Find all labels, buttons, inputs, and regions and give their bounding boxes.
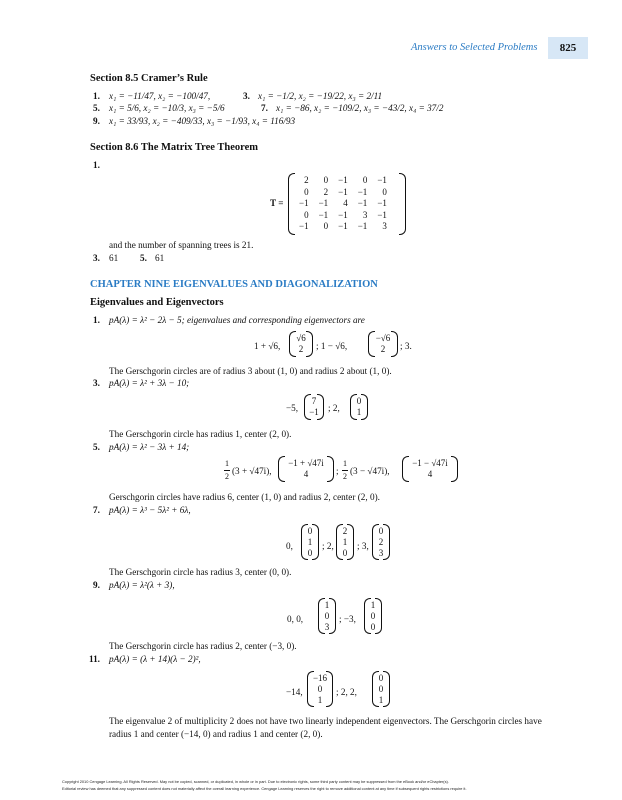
matrix-cell: 4 — [343, 198, 348, 208]
matrix-cell: 0 — [382, 186, 387, 197]
item-num: 7. — [93, 505, 100, 515]
eigenvalue: ; 2, — [328, 403, 340, 413]
copyright-notice: Copyright 2010 Cengage Learning. All Rights Reserved. May not be copied, scanned, or duplicated, in whole or in part. Due to electronic rights, some third party content may be suppressed from the eBook and/or eChapter(s). — [62, 779, 449, 784]
concluding-text: radius 1 and center (−14, 0) and radius 1 and center (2, 0). — [109, 729, 323, 739]
vec-entry: 0 — [324, 611, 330, 621]
item-num: 3. — [243, 91, 250, 101]
eigenvalue: ; 3, — [357, 541, 369, 551]
item-num: 1. — [93, 91, 100, 101]
vec-entry: 4 — [427, 469, 433, 479]
matrix-cell: −1 — [377, 198, 387, 208]
vec-entry: 0 — [378, 673, 384, 683]
item-num: 1. — [93, 160, 100, 170]
eigenvalue: 0, 0, — [287, 614, 304, 624]
eigenvalue: (3 + √47i), — [232, 466, 272, 476]
matrix-cell: −1 — [338, 175, 348, 185]
fraction-num: 1 — [225, 459, 229, 468]
eigenvector — [368, 331, 398, 357]
matrix-cell: −1 — [338, 186, 348, 197]
concluding-text: The eigenvalue 2 of multiplicity 2 does not have two linearly independent eigenvectors. The Gerschgorin circles have — [109, 716, 542, 726]
gerschgorin-text: The Gerschgorin circle has radius 3, center (0, 0). — [109, 567, 292, 577]
answer-text: x₁ = −1/2, x₂ = −19/22, x₃ = 2/11 — [258, 91, 383, 101]
matrix-cell: −1 — [338, 221, 348, 231]
vec-entry: 0 — [378, 526, 384, 536]
answer-text: x₁ = −11/47, x₂ = −100/47, — [109, 91, 211, 101]
matrix-cell: 0 — [323, 175, 329, 185]
vec-entry: 4 — [303, 469, 309, 479]
vec-entry: 0 — [370, 611, 376, 621]
matrix-cell: −1 — [318, 209, 329, 220]
vec-entry: 0 — [317, 684, 323, 694]
gerschgorin-text: The Gerschgorin circle has radius 1, center (2, 0). — [109, 429, 292, 439]
matrix-cell: 0 — [304, 209, 309, 220]
vec-entry: 2 — [342, 526, 348, 536]
gerschgorin-text: Gerschgorin circles have radius 6, center (1, 0) and radius 2, center (2, 0). — [109, 492, 380, 502]
item-num: 5. — [93, 103, 100, 113]
answer-text: pA(λ) = λ² − 2λ − 5; eigenvalues and corresponding eigenvectors are — [109, 315, 365, 325]
vec-entry: 1 — [356, 407, 362, 417]
eigenvector — [350, 394, 368, 420]
editorial-notice: Editorial review has deemed that any suppressed content does not materially affect the overall learning experience. Cengage Learning reserves the right to remove additional content at any time if subsequent rights restrictions require it. — [62, 786, 467, 791]
eigenvector — [364, 598, 382, 634]
eigenvalue: ; 2, 2, — [336, 687, 357, 697]
matrix-cell: −1 — [357, 221, 368, 231]
answer-text: 61 — [155, 253, 165, 263]
item-num: 9. — [93, 580, 100, 590]
vec-entry: 2 — [380, 344, 386, 354]
spanning-trees-text: and the number of spanning trees is 21. — [109, 240, 254, 250]
running-title: Answers to Selected Problems — [411, 42, 538, 53]
eigenvector — [372, 524, 390, 560]
answer-text: pA(λ) = λ² + 3λ − 10; — [109, 378, 190, 388]
eigenvalue: 1 + √6, — [254, 341, 281, 351]
page-number: 825 — [548, 37, 588, 59]
item-num: 11. — [89, 654, 100, 664]
eigenvector — [278, 456, 334, 482]
eigenvector — [301, 524, 319, 560]
vec-entry: 0 — [356, 396, 362, 406]
separator: ; — [336, 466, 339, 476]
vec-entry: −1 + √47i — [288, 458, 324, 468]
item-num: 7. — [261, 103, 268, 113]
item-num: 9. — [93, 116, 100, 126]
answer-text: pA(λ) = (λ + 14)(λ − 2)², — [109, 654, 201, 664]
eigenvalue: (3 − √47i), — [350, 466, 390, 476]
matrix-row — [294, 198, 392, 210]
vec-entry: 1 — [370, 600, 376, 610]
chapter-title: CHAPTER NINE EIGENVALUES AND DIAGONALIZATION — [90, 279, 378, 290]
vec-entry: √6 — [296, 333, 306, 343]
vec-entry: 2 — [298, 344, 304, 354]
eigenvector — [336, 524, 354, 560]
matrix-cell: 0 — [304, 186, 309, 197]
section-title: Eigenvalues and Eigenvectors — [90, 297, 224, 308]
section-8-6-title: Section 8.6 The Matrix Tree Theorem — [90, 142, 258, 153]
answer-text: 61 — [109, 253, 119, 263]
vec-entry: 3 — [324, 622, 330, 632]
eigenvalue: 0, — [286, 541, 293, 551]
eigenvalue: ; −3, — [339, 614, 356, 624]
gerschgorin-text: The Gerschgorin circles are of radius 3 about (1, 0) and radius 2 about (1, 0). — [109, 366, 392, 376]
matrix-cell: −1 — [299, 198, 309, 208]
item-num: 5. — [93, 442, 100, 452]
eigenvalue: ; 1 − √6, — [316, 341, 348, 351]
matrix-cell: −1 — [377, 209, 387, 220]
matrix-cell: −1 — [338, 209, 348, 220]
vec-entry: 3 — [378, 548, 384, 558]
item-num: 5. — [140, 253, 147, 263]
matrix-cell: 3 — [382, 221, 387, 231]
vec-entry: 2 — [378, 537, 384, 547]
matrix-row — [294, 221, 392, 233]
answer-text: x₁ = 33/93, x₂ = −409/33, x₃ = −1/93, x₄ = 116/93 — [109, 116, 296, 126]
eigenvalue: −14, — [286, 687, 303, 697]
vec-entry: 0 — [342, 548, 348, 558]
fraction-den: 2 — [225, 472, 229, 481]
eigenvector — [372, 671, 390, 707]
matrix-cell: 2 — [304, 175, 309, 185]
answer-text: pA(λ) = λ³ − 5λ² + 6λ, — [109, 505, 191, 515]
eigenvector — [318, 598, 336, 634]
vec-entry: 0 — [307, 526, 313, 536]
matrix-row — [294, 187, 392, 199]
fraction-bar — [224, 470, 230, 471]
eigenvalue: −5, — [286, 403, 299, 413]
matrix-row — [294, 210, 392, 222]
vec-entry: 0 — [307, 548, 313, 558]
matrix-cell: −1 — [377, 175, 387, 185]
matrix-cell: −1 — [299, 221, 309, 231]
matrix-cell: −1 — [357, 186, 368, 197]
matrix-cell: 2 — [323, 186, 329, 197]
answer-text: pA(λ) = λ² − 3λ + 14; — [109, 442, 190, 452]
matrix-row — [294, 175, 392, 187]
vec-entry: 1 — [307, 537, 313, 547]
section-8-5-title: Section 8.5 Cramer’s Rule — [90, 73, 208, 84]
vec-entry: 0 — [378, 684, 384, 694]
matrix-cell: −1 — [318, 198, 329, 208]
matrix-cell: −1 — [357, 198, 368, 208]
item-num: 3. — [93, 253, 100, 263]
gerschgorin-text: The Gerschgorin circle has radius 2, center (−3, 0). — [109, 641, 297, 651]
vec-entry: 7 — [311, 396, 317, 406]
eigenvector — [289, 331, 313, 357]
fraction-num: 1 — [343, 459, 347, 468]
eigenvector — [307, 671, 333, 707]
matrix-cell: 0 — [323, 221, 329, 231]
matrix-cell: 3 — [362, 209, 368, 220]
answer-text: pA(λ) = λ²(λ + 3), — [109, 580, 175, 590]
vec-entry: 0 — [370, 622, 376, 632]
vec-entry: 1 — [378, 695, 384, 705]
eigenvalue: ; 3. — [400, 341, 412, 351]
vec-entry: −1 — [309, 407, 319, 417]
vec-entry: 1 — [342, 537, 348, 547]
vec-entry: 1 — [324, 600, 330, 610]
matrix-cell: 0 — [362, 175, 368, 185]
fraction-den: 2 — [343, 472, 347, 481]
vec-entry: −1 − √47i — [412, 458, 448, 468]
eigenvalue: ; 2, — [322, 541, 334, 551]
vec-entry: 1 — [317, 695, 323, 705]
eigenvector — [304, 394, 324, 420]
item-num: 3. — [93, 378, 100, 388]
answer-text: x₁ = 5/6, x₂ = −10/3, x₃ = −5/6 — [109, 103, 225, 113]
eigenvector — [402, 456, 458, 482]
vec-entry: −16 — [312, 673, 328, 683]
vec-entry: −√6 — [375, 333, 391, 343]
fraction-bar — [342, 470, 348, 471]
matrix-T — [288, 173, 406, 235]
matrix-label: T = — [270, 198, 284, 208]
answer-text: x₁ = −86, x₂ = −109/2, x₃ = −43/2, x₄ = 37/2 — [276, 103, 444, 113]
item-num: 1. — [93, 315, 100, 325]
